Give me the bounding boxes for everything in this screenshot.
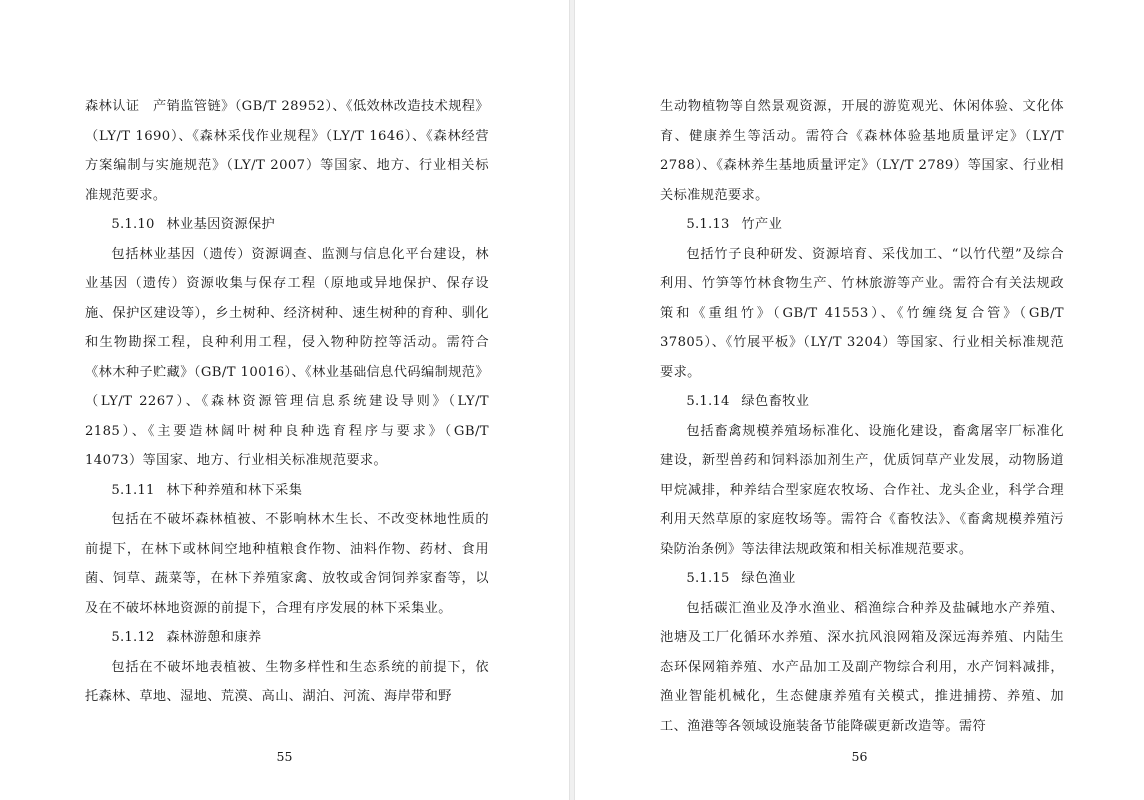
paragraph: 包括竹子良种研发、资源培育、采伐加工、“以竹代塑”及综合利用、竹笋等竹林食物生产、竹林旅游等产业。需符合有关法规政策和《重组竹》（GB/T 41553）、《竹缠绕复合管》（GB/T 37805）、《竹展平板》（LY/T 3204）等国家、行业相关标准规范要求。 [660, 246, 1064, 380]
paragraph-continued: 生动物植物等自然景观资源，开展的游览观光、休闲体验、文化体育、健康养生等活动。需符合《森林体验基地质量评定》（LY/T 2788）、《森林养生基地质量评定》（LY/T 2789）等国家、行业相关标准规范要求。 [660, 99, 1064, 203]
page-right [575, 0, 1144, 800]
section-title: 林业基因资源保护 [166, 217, 276, 232]
section-number: 5.1.11 [111, 482, 155, 498]
section-title: 森林游憩和康养 [166, 630, 262, 645]
section-heading [85, 476, 489, 506]
page-number: 56 [851, 749, 868, 764]
section-title: 林下种养殖和林下采集 [166, 482, 303, 498]
page-right-text-column [660, 92, 1064, 734]
section-number: 5.1.15 [686, 571, 730, 586]
section-number: 5.1.12 [111, 630, 155, 645]
page-left-text-column [85, 92, 489, 722]
section-number: 5.1.13 [686, 217, 730, 232]
page-left [0, 0, 569, 800]
section-heading [85, 623, 489, 653]
section-heading [660, 564, 1064, 594]
section-heading [85, 210, 489, 240]
section-heading [660, 387, 1064, 417]
section-title: 绿色渔业 [741, 571, 796, 586]
paragraph: 包括在不破坏森林植被、不影响林木生长、不改变林地性质的前提下，在林下或林间空地种植粮食作物、油料作物、药材、食用菌、饲草、蔬菜等，在林下养殖家禽、放牧或舍饲饲养家畜等，以及在不破坏林地资源的前提下，合理有序发展的林下采集业。 [85, 512, 489, 616]
paragraph: 包括林业基因（遗传）资源调查、监测与信息化平台建设，林业基因（遗传）资源收集与保存工程（原地或异地保护、保存设施、保护区建设等），乡土树种、经济树种、速生树种的育种、驯化和生物勘探工程，良种利用工程，侵入物种防控等活动。需符合《林木种子贮藏》（GB/T 10016）、《林业基础信息代码编制规范》（LY/T 2267）、《森林资源管理信息系统建设导则》（LY/T 2185）、《主要造林阔叶树种良种选育程序与要求》（GB/T 14073）等国家、地方、行业相关标准规范要求。 [85, 246, 489, 468]
section-number: 5.1.14 [686, 394, 730, 409]
paragraph: 包括碳汇渔业及净水渔业、稻渔综合种养及盐碱地水产养殖、池塘及工厂化循环水养殖、深水抗风浪网箱及深远海养殖、内陆生态环保网箱养殖、水产品加工及副产物综合利用，水产饲料减排，渔业智能机械化，生态健康养殖有关模式，推进捕捞、养殖、加工、渔港等各领域设施装备节能降碳更新改造等。需符 [660, 600, 1064, 734]
section-title: 绿色畜牧业 [741, 394, 810, 409]
paragraph: 包括畜禽规模养殖场标准化、设施化建设，畜禽屠宰厂标准化建设，新型兽药和饲料添加剂生产，优质饲草产业发展，动物肠道甲烷减排，种养结合型家庭农牧场、合作社、龙头企业，科学合理利用天然草原的家庭牧场等。需符合《畜牧法》、《畜禽规模养殖污染防治条例》等法律法规政策和相关标准规范要求。 [660, 423, 1064, 557]
paragraph: 包括在不破坏地表植被、生物多样性和生态系统的前提下，依托森林、草地、湿地、荒漠、高山、湖泊、河流、海岸带和野 [85, 659, 489, 704]
section-title: 竹产业 [741, 217, 783, 232]
page-number: 55 [276, 749, 293, 764]
section-number: 5.1.10 [111, 217, 155, 232]
section-heading [660, 210, 1064, 240]
paragraph-continued: 森林认证 产销监管链》（GB/T 28952）、《低效林改造技术规程》（LY/T 1690）、《森林采伐作业规程》（LY/T 1646）、《森林经营方案编制与实施规范》（LY/T 2007）等国家、地方、行业相关标准规范要求。 [85, 99, 489, 203]
